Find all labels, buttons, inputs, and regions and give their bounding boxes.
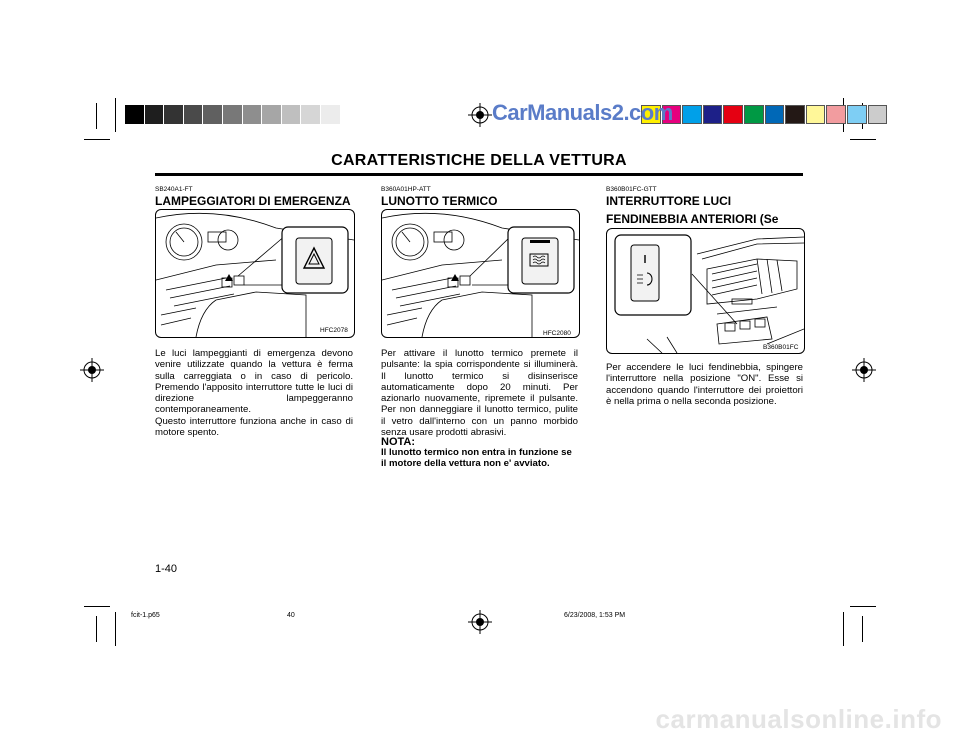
- calibration-swatch: [682, 105, 702, 124]
- registration-mark-icon: [468, 103, 492, 127]
- footer-page: 40: [287, 612, 295, 619]
- crop-mark: [850, 139, 876, 140]
- figure-label: B360B01FC: [763, 344, 799, 351]
- calibration-swatch: [341, 105, 361, 124]
- color-calibration-bar: [641, 105, 888, 124]
- calibration-swatch: [826, 105, 846, 124]
- crop-mark: [862, 616, 863, 642]
- paragraph: Le luci lampeggianti di emergenza devono venire utilizzate quando la vettura è ferma sulla carreggiata o in caso di pericolo. Premendo l'apposito interruttore tutte le luci di direzione lampeggeranno contemporaneamente.: [155, 348, 353, 416]
- calibration-swatch: [744, 105, 764, 124]
- crop-mark: [850, 606, 876, 607]
- calibration-swatch: [806, 105, 826, 124]
- watermark-top[interactable]: CarManuals2.com: [492, 100, 673, 125]
- crop-mark: [84, 139, 110, 140]
- page-number: 1-40: [155, 563, 178, 575]
- registration-mark-icon: [80, 358, 104, 382]
- calibration-swatch: [723, 105, 743, 124]
- calibration-swatch: [164, 105, 184, 124]
- paragraph: Questo interruttore funziona anche in caso di motore spento.: [155, 415, 353, 439]
- dashboard-illustration: [382, 210, 579, 337]
- figure-fog-light-switch: [606, 228, 805, 354]
- calibration-swatch: [847, 105, 867, 124]
- registration-mark-icon: [852, 358, 876, 382]
- crop-mark: [843, 612, 844, 646]
- calibration-swatch: [765, 105, 785, 124]
- section-body: [381, 348, 578, 438]
- calibration-swatch: [321, 105, 341, 124]
- footer-date: 6/23/2008, 1:53 PM: [564, 612, 626, 619]
- calibration-swatch: [203, 105, 223, 124]
- figure-rear-defroster-switch: [381, 209, 580, 338]
- figure-label: HFC2080: [543, 330, 571, 337]
- dashboard-illustration: [156, 210, 354, 337]
- calibration-swatch: [262, 105, 282, 124]
- figure-hazard-switch: [155, 209, 355, 338]
- calibration-swatch: [785, 105, 805, 124]
- header-rule: [155, 173, 803, 176]
- gray-calibration-bar: [125, 105, 360, 124]
- page-header-title: CARATTERISTICHE DELLA VETTURA: [331, 152, 627, 169]
- calibration-swatch: [282, 105, 302, 124]
- section-code: SB240A1-FT: [155, 186, 193, 193]
- section-heading: LUNOTTO TERMICO: [381, 194, 498, 208]
- crop-mark: [84, 606, 110, 607]
- crop-mark: [115, 612, 116, 646]
- section-body: [606, 362, 803, 407]
- calibration-swatch: [223, 105, 243, 124]
- section-heading: INTERRUTTORE LUCI FENDINEBBIA ANTERIORI (Se: [606, 194, 779, 226]
- dashboard-illustration: [607, 229, 804, 353]
- calibration-swatch: [145, 105, 165, 124]
- calibration-swatch: [125, 105, 145, 124]
- calibration-swatch: [243, 105, 263, 124]
- note-text: Il lunotto termico non entra in funzione se il motore della vettura non e' avviato.: [381, 447, 572, 470]
- crop-mark: [96, 616, 97, 642]
- footer-file: fcit-1.p65: [131, 612, 160, 619]
- figure-label: HFC2078: [320, 327, 348, 334]
- calibration-swatch: [301, 105, 321, 124]
- watermark-bottom[interactable]: carmanualsonline.info: [655, 704, 942, 734]
- crop-mark: [115, 98, 116, 132]
- section-code: B360B01FC-GTT: [606, 186, 657, 193]
- paragraph: Per attivare il lunotto termico premete il pulsante: la spia corrispondente si illuminerà. Il lunotto termico si disinserisce automaticamente dopo 20 minuti. Per azionarlo nuovamente, ripremete il pulsante. Per non danneggiare il lunotto termico, pulite il vetro dall'interno con un panno morbido senza usare prodotti abrasivi.: [381, 348, 578, 439]
- paragraph: Per accendere le luci fendinebbia, spingere l'interruttore nella posizione "ON". Esse si accendono quando l'interruttore dei proiettori è nella prima o nella seconda posizione.: [606, 362, 803, 407]
- section-heading: LAMPEGGIATORI DI EMERGENZA: [155, 194, 351, 208]
- section-body: [155, 348, 353, 438]
- calibration-swatch: [868, 105, 888, 124]
- crop-mark: [96, 103, 97, 129]
- note-title: NOTA:: [381, 436, 416, 448]
- calibration-swatch: [703, 105, 723, 124]
- calibration-swatch: [184, 105, 204, 124]
- registration-mark-icon: [468, 610, 492, 634]
- section-code: B360A01HP-ATT: [381, 186, 431, 193]
